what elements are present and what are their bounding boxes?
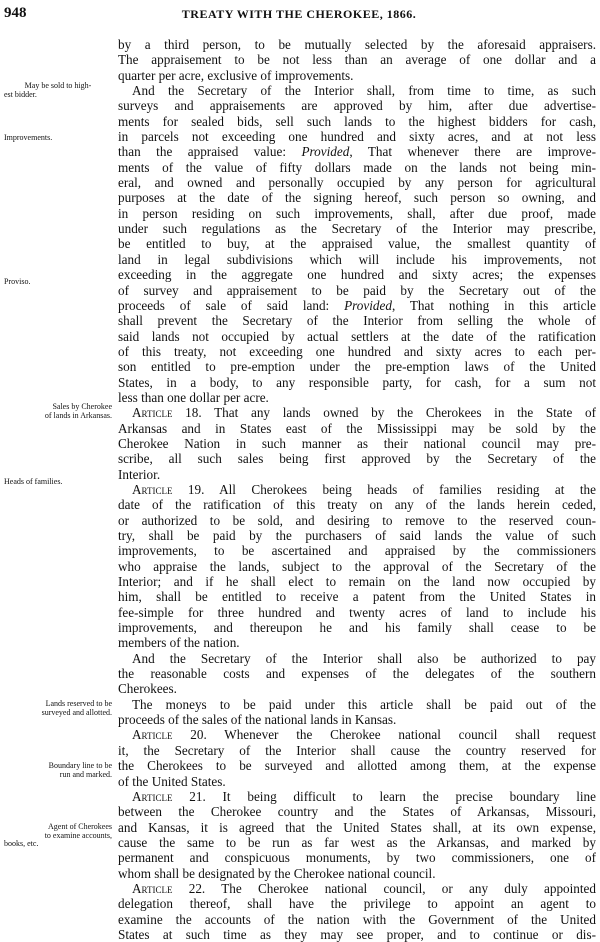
text-segment: ments of the value of fifty dollars made on the lands not being min- <box>118 159 596 175</box>
page-number: 948 <box>4 5 27 21</box>
text-line <box>118 620 596 635</box>
text-segment: proceeds of the sales of the national lands in Kansas. <box>118 712 397 728</box>
text-segment: examine the accounts of the nation with the Government of the United <box>118 911 596 927</box>
text-line <box>118 912 596 927</box>
text-line <box>118 881 596 896</box>
text-segment: shall prevent the Secretary of the Interior from selling the whole of <box>118 313 596 329</box>
text-line <box>118 697 596 712</box>
article-label: Article <box>132 788 173 804</box>
text-segment: improvements, to be ascertained and appraised by the commissioners <box>118 543 596 559</box>
text-segment: 21. It being difficult to learn the precise boundary line <box>172 788 596 804</box>
text-segment: , That whenever there are improve- <box>349 144 596 160</box>
marginal-note <box>4 403 112 420</box>
text-line <box>118 727 596 742</box>
text-line <box>118 712 596 727</box>
text-segment: members of the nation. <box>118 635 240 651</box>
marginal-note-line: surveyed and allotted. <box>41 707 112 717</box>
text-segment: permanent and conspicuous monuments, by two commissioners, one of <box>118 850 596 866</box>
text-line <box>118 451 596 466</box>
text-segment: States, in a body, to any responsible party, for cash, for a sum not <box>118 374 596 390</box>
text-segment: eral, and owned and personally occupied by any person for agricultural <box>118 175 596 191</box>
text-segment: and Kansas, it is agreed that the United States shall, at its own expense, <box>118 819 596 835</box>
text-line <box>118 850 596 865</box>
text-segment: him, shall be entitled to receive a patent from the United States in <box>118 589 596 605</box>
text-line <box>118 144 596 159</box>
text-line <box>118 789 596 804</box>
proviso-term: Provided <box>301 144 350 160</box>
text-segment: fee-simple for three hundred and twenty acres of land to include his <box>118 604 596 620</box>
text-line <box>118 375 596 390</box>
text-segment: quarter per acre, exclusive of improvements. <box>118 67 354 83</box>
marginal-note-line: to examine accounts, <box>44 830 112 840</box>
marginal-note <box>4 823 112 849</box>
text-segment: try, shall be paid by the purchasers of said lands the value of such <box>118 528 596 543</box>
text-segment: 18. That any lands owned by the Cherokees in the State of <box>172 405 596 421</box>
text-line <box>118 175 596 190</box>
text-line <box>118 37 596 52</box>
text-line <box>118 927 596 942</box>
text-line <box>118 896 596 911</box>
text-segment: Cherokees. <box>118 681 177 697</box>
text-segment: States at such time as they may see proper, and to continue or dis- <box>118 926 596 942</box>
text-segment: cause the same to be run as far west as the Arkansas, and marked by <box>118 834 596 850</box>
text-line <box>118 543 596 558</box>
text-segment: date of the ratification of this treaty on any of the lands herein ceded, <box>118 497 596 513</box>
marginal-note-line: Boundary line to be <box>48 761 112 770</box>
proviso-term: Provided <box>344 297 392 313</box>
marginal-note-line: May be sold to high- <box>24 81 92 90</box>
marginal-note-line: Sales by Cherokee <box>52 402 112 411</box>
text-segment: Interior. <box>118 466 161 482</box>
marginal-note-line: of lands in Arkansas. <box>44 410 112 420</box>
marginal-note-line: est bidder. <box>4 89 37 99</box>
text-line <box>118 774 596 789</box>
text-line <box>118 359 596 374</box>
text-segment: And the Secretary of the Interior shall also be authorized to pay <box>132 650 596 666</box>
text-line <box>118 681 596 696</box>
text-segment: ments for sealed bids, sell such lands to the highest bidders for cash, <box>118 113 596 129</box>
text-segment: Cherokee Nation in such manner as their national council may pre- <box>118 435 596 451</box>
text-line <box>118 114 596 129</box>
text-segment: 19. All Cherokees being heads of families residing at the <box>172 481 596 497</box>
text-segment: , That nothing in this article <box>391 297 596 313</box>
text-line <box>118 283 596 298</box>
text-line <box>118 83 596 98</box>
marginal-note <box>4 478 112 487</box>
text-segment: Interior; and if he shall elect to remain on the land now occupied by <box>118 574 596 590</box>
text-segment: of survey and appraisement to be paid by the Secretary out of the <box>118 282 596 298</box>
text-line <box>118 98 596 113</box>
text-segment: whom shall be designated by the Cherokee national council. <box>118 865 436 881</box>
text-segment: 20. Whenever the Cherokee national council shall request <box>172 727 596 743</box>
text-line <box>118 528 596 543</box>
treaty-body-text <box>118 37 596 942</box>
text-line <box>118 559 596 574</box>
text-segment: the Cherokees to be surveyed and allotted among them, at the expense <box>118 758 596 774</box>
text-segment: it, the Secretary of the Interior shall cause the country reserved for <box>118 742 596 758</box>
text-segment: than the appraised value: <box>118 144 302 160</box>
text-line <box>118 758 596 773</box>
text-line <box>118 221 596 236</box>
marginal-note-line: Proviso. <box>4 277 31 286</box>
text-segment: scribe, all such sales being first approved by the Secretary of the <box>118 451 596 467</box>
text-line <box>118 482 596 497</box>
text-line <box>118 513 596 528</box>
text-segment: be entitled to buy, at the appraised value, the smallest quantity of <box>118 236 596 252</box>
text-line <box>118 298 596 313</box>
text-segment: proceeds of sale of said land: <box>118 297 345 313</box>
text-segment: of the United States. <box>118 773 226 789</box>
text-line <box>118 236 596 251</box>
text-line <box>118 421 596 436</box>
text-line <box>118 497 596 512</box>
text-segment: or authorized to be sold, and desiring to remove to the reserved coun- <box>118 512 596 528</box>
marginal-note-line: Lands reserved to be <box>45 699 112 708</box>
text-segment: surveys and appraisements are approved by him, after due advertise- <box>118 98 596 114</box>
marginal-note-line: Agent of Cherokees <box>48 822 112 831</box>
text-line <box>118 866 596 881</box>
text-line <box>118 835 596 850</box>
text-line <box>118 313 596 328</box>
marginal-note <box>4 762 112 779</box>
text-segment: under such regulations as the Secretary of the Interior may prescribe, <box>118 221 596 237</box>
marginal-note-line: run and marked. <box>59 769 112 779</box>
text-segment: of this treaty, not exceeding one hundred and sixty acres to each per- <box>118 343 596 359</box>
text-segment: improvements, and thereupon he and his family shall cease to be <box>118 620 596 636</box>
text-segment: exceeding in the aggregate one hundred and sixty acres; the expenses <box>118 267 596 283</box>
text-line <box>118 160 596 175</box>
marginal-note-line: Improvements. <box>4 133 53 142</box>
text-line <box>118 666 596 681</box>
text-line <box>118 804 596 819</box>
text-line <box>118 344 596 359</box>
marginal-note <box>4 134 112 143</box>
article-label: Article <box>132 405 173 421</box>
text-line <box>118 129 596 144</box>
text-segment: land in legal subdivisions which will include his improvements, not <box>118 251 596 267</box>
marginal-note-line: Heads of families. <box>4 477 63 486</box>
marginal-note <box>4 700 112 717</box>
text-segment: the reasonable costs and expenses of the delegates of the southern <box>118 666 596 682</box>
text-line <box>118 267 596 282</box>
text-segment: Arkansas and in States east of the Mississippi may be sold by the <box>118 420 596 436</box>
marginal-note-line: books, etc. <box>4 839 39 848</box>
text-segment: in parcels not exceeding one hundred and sixty acres, and at not less <box>118 129 596 145</box>
text-segment: in person residing on such improvements, shall, after due proof, made <box>118 205 596 221</box>
text-line <box>118 589 596 604</box>
text-line <box>118 436 596 451</box>
marginal-note <box>4 82 112 99</box>
text-segment: delegation thereof, shall have the privilege to appoint an agent to <box>118 896 596 912</box>
text-line <box>118 52 596 67</box>
text-line <box>118 206 596 221</box>
text-line <box>118 190 596 205</box>
marginal-note <box>4 278 112 287</box>
text-line <box>118 68 596 83</box>
text-segment: less than one dollar per acre. <box>118 389 269 405</box>
text-line <box>118 743 596 758</box>
page-header <box>4 5 594 25</box>
text-segment: son entitled to pre-emption under the pre-emption laws of the United <box>118 359 596 375</box>
text-line <box>118 329 596 344</box>
text-line <box>118 390 596 405</box>
text-line <box>118 651 596 666</box>
article-label: Article <box>132 481 173 497</box>
text-segment: said lands not occupied by actual settlers at the date of the ratification <box>118 328 596 344</box>
text-line <box>118 605 596 620</box>
text-segment: by a third person, to be mutually selected by the aforesaid appraisers. <box>118 37 596 52</box>
article-label: Article <box>132 880 173 896</box>
text-line <box>118 467 596 482</box>
text-line <box>118 635 596 650</box>
text-segment: 22. The Cherokee national council, or any duly appointed <box>172 880 596 896</box>
running-head: TREATY WITH THE CHEROKEE, 1866. <box>181 7 417 21</box>
text-line <box>118 252 596 267</box>
text-segment: between the Cherokee country and the States of Arkansas, Missouri, <box>118 804 596 820</box>
text-segment: who appraise the lands, subject to the approval of the Secretary of the <box>118 558 596 574</box>
text-line <box>118 574 596 589</box>
text-segment: purposes at the date of the signing hereof, such person so owning, and <box>118 190 596 206</box>
article-label: Article <box>132 727 173 743</box>
text-segment: And the Secretary of the Interior shall, from time to time, as such <box>132 83 596 99</box>
text-segment: The moneys to be paid under this article shall be paid out of the <box>132 696 596 712</box>
text-segment: The appraisement to be not less than an average of one dollar and a <box>118 52 596 68</box>
text-line <box>118 405 596 420</box>
text-line <box>118 820 596 835</box>
